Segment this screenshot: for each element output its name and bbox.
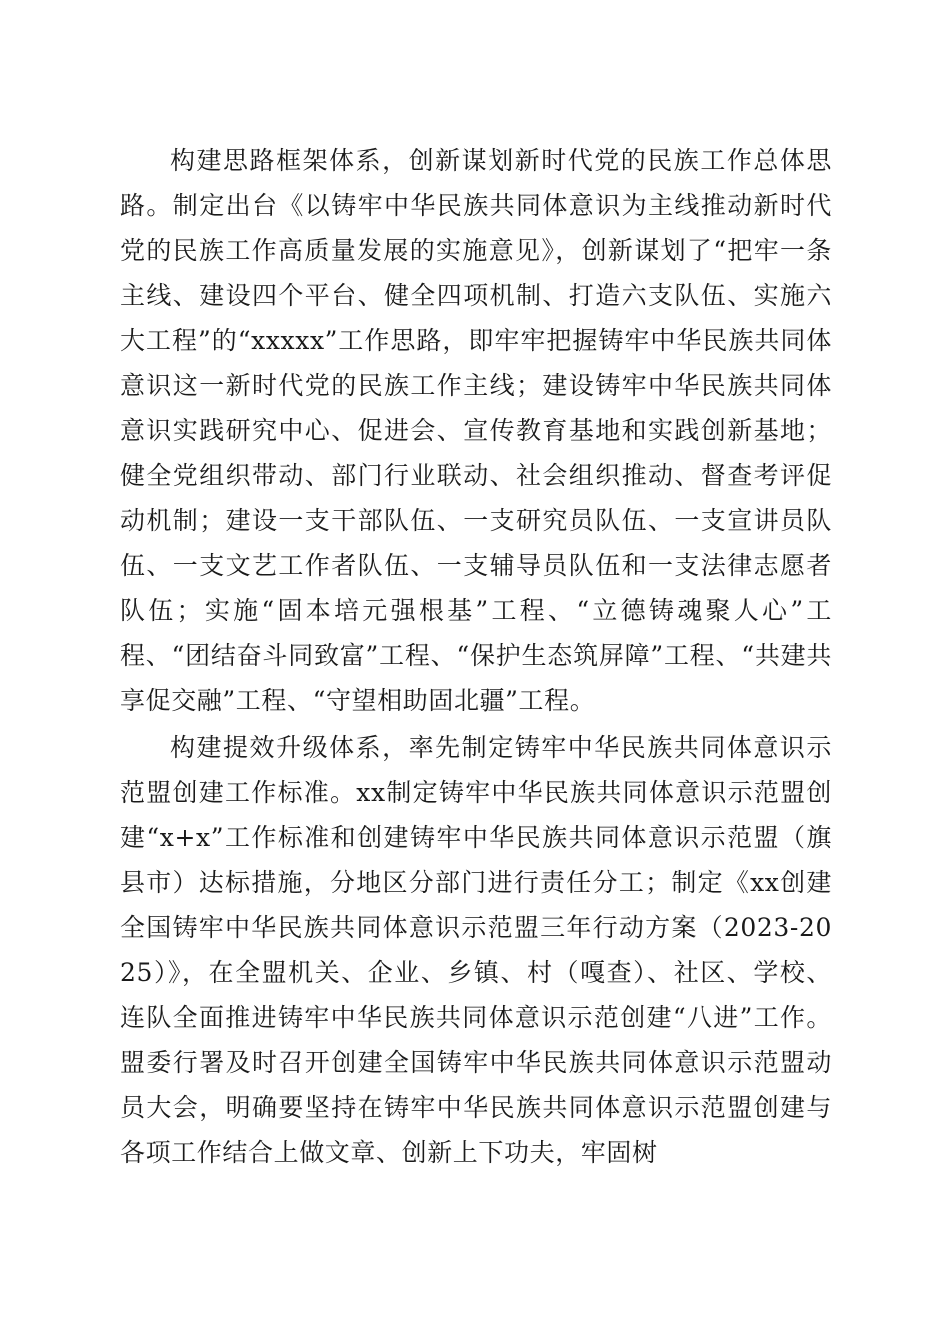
paragraph-framework-system: 构建思路框架体系，创新谋划新时代党的民族工作总体思路。制定出台《以铸牢中华民族共同体意识为主线推动新时代党的民族工作高质量发展的实施意见》，创新谋划了“把牢一条主线、建设四个平台、健全四项机制、打造六支队伍、实施六大工程”的“xxxxx”工作思路，即牢牢把握铸牢中华民族共同体意识这一新时代党的民族工作主线；建设铸牢中华民族共同体意识实践研究中心、促进会、宣传教育基地和实践创新基地；健全党组织带动、部门行业联动、社会组织推动、督查考评促动机制；建设一支干部队伍、一支研究员队伍、一支宣讲员队伍、一支文艺工作者队伍、一支辅导员队伍和一支法律志愿者队伍；实施“固本培元强根基”工程、“立德铸魂聚人心”工程、“团结奋斗同致富”工程、“保护生态筑屏障”工程、“共建共享促交融”工程、“守望相助固北疆”工程。	[120, 146, 832, 715]
document-body	[120, 138, 832, 1177]
paragraph-upgrade-system: 构建提效升级体系，率先制定铸牢中华民族共同体意识示范盟创建工作标准。xx制定铸牢中华民族共同体意识示范盟创建“x+x”工作标准和创建铸牢中华民族共同体意识示范盟（旗县市）达标措施，分地区分部门进行责任分工；制定《xx创建全国铸牢中华民族共同体意识示范盟三年行动方案（2023-2025）》，在全盟机关、企业、乡镇、村（嘎查）、社区、学校、连队全面推进铸牢中华民族共同体意识示范创建“八进”工作。盟委行署及时召开创建全国铸牢中华民族共同体意识示范盟动员大会，明确要坚持在铸牢中华民族共同体意识示范盟创建与各项工作结合上做文章、创新上下功夫，牢固树	[120, 733, 832, 1167]
